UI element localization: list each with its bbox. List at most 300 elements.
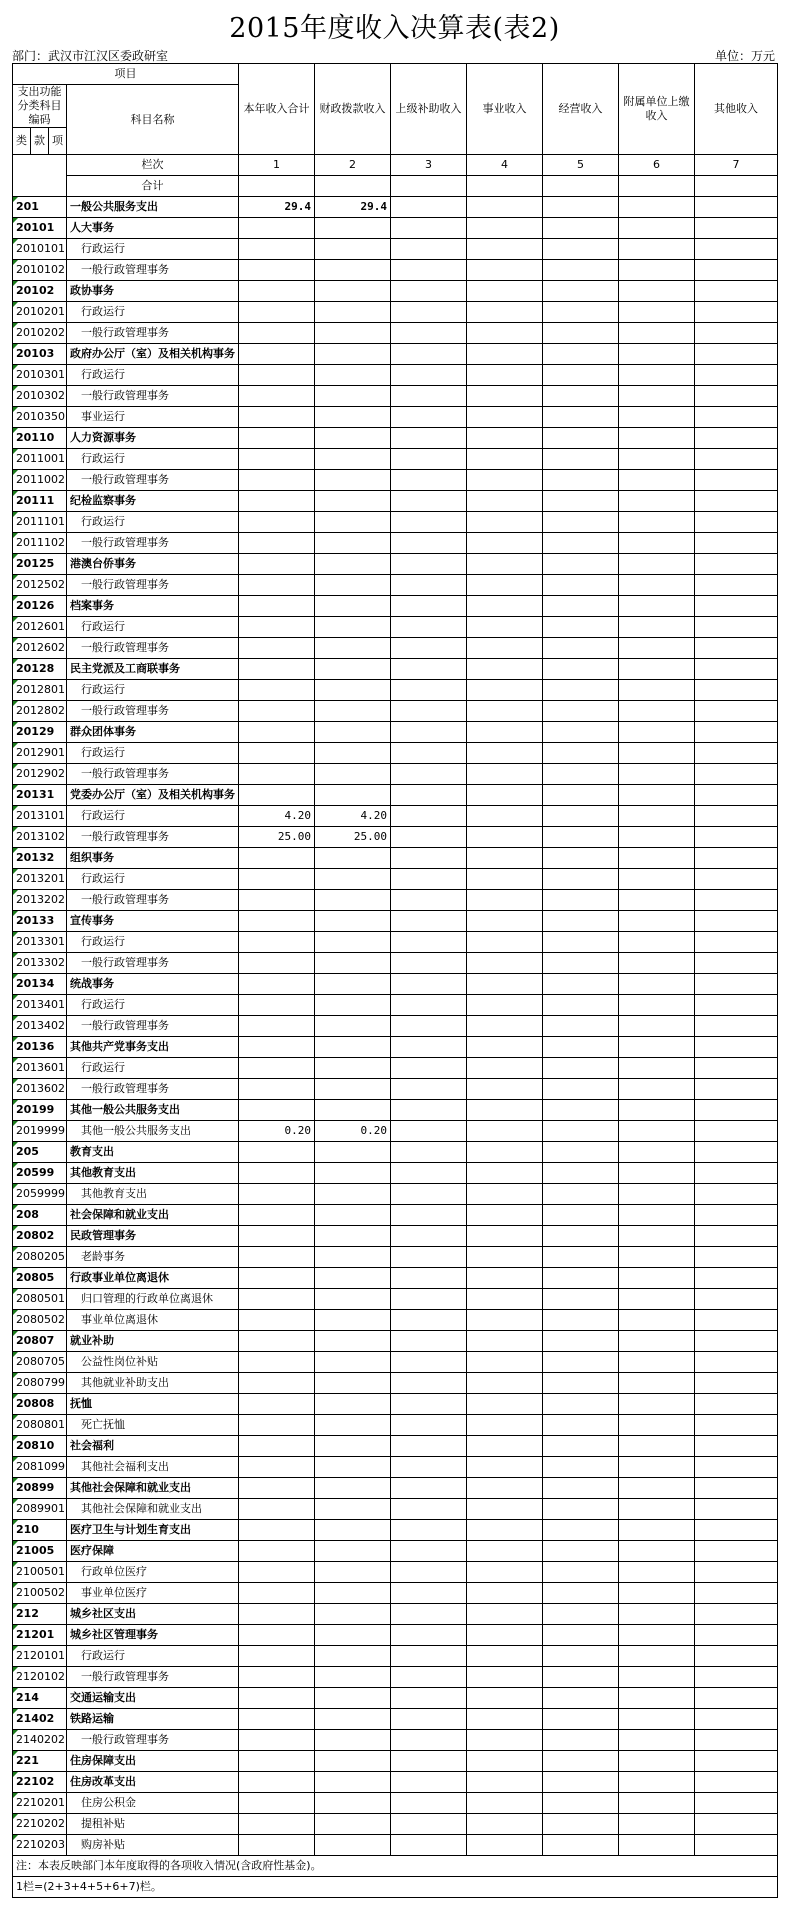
row-value-6 <box>619 764 695 785</box>
row-code: 2010302 <box>13 386 67 407</box>
row-value-4 <box>467 491 543 512</box>
table-row <box>13 554 778 575</box>
table-row <box>13 1079 778 1100</box>
row-value-2 <box>315 1730 391 1751</box>
table-row <box>13 1562 778 1583</box>
table-row <box>13 1667 778 1688</box>
row-value-4 <box>467 428 543 449</box>
row-value-2 <box>315 911 391 932</box>
row-value-2 <box>315 680 391 701</box>
lanci-label: 栏次 <box>67 155 239 176</box>
table-row <box>13 1268 778 1289</box>
row-value-1 <box>239 1268 315 1289</box>
row-value-5 <box>543 1310 619 1331</box>
row-value-3 <box>391 1205 467 1226</box>
row-value-1 <box>239 1604 315 1625</box>
row-value-5 <box>543 1730 619 1751</box>
row-value-3 <box>391 1058 467 1079</box>
table-row <box>13 911 778 932</box>
row-value-1 <box>239 932 315 953</box>
row-name: 一般行政管理事务 <box>67 827 239 848</box>
table-row <box>13 1688 778 1709</box>
row-value-7 <box>695 932 778 953</box>
row-name: 交通运输支出 <box>67 1688 239 1709</box>
row-value-3 <box>391 932 467 953</box>
row-code: 2012902 <box>13 764 67 785</box>
column-header-7: 其他收入 <box>695 64 778 155</box>
row-value-6 <box>619 890 695 911</box>
row-code: 2012901 <box>13 743 67 764</box>
row-name: 提租补贴 <box>67 1814 239 1835</box>
row-value-4 <box>467 323 543 344</box>
lei-label: 类 <box>13 128 31 155</box>
row-value-6 <box>619 1436 695 1457</box>
table-row <box>13 1436 778 1457</box>
row-code: 2210202 <box>13 1814 67 1835</box>
row-value-1 <box>239 1142 315 1163</box>
table-row <box>13 428 778 449</box>
row-name: 政协事务 <box>67 281 239 302</box>
row-value-6 <box>619 1163 695 1184</box>
table-row <box>13 1205 778 1226</box>
row-code: 2013601 <box>13 1058 67 1079</box>
row-value-4 <box>467 470 543 491</box>
row-value-2 <box>315 1226 391 1247</box>
row-value-3 <box>391 1751 467 1772</box>
row-value-5 <box>543 911 619 932</box>
row-value-7 <box>695 281 778 302</box>
code-label: 支出功能分类科目编码 <box>13 85 67 128</box>
row-value-4 <box>467 638 543 659</box>
row-value-1 <box>239 1037 315 1058</box>
row-code: 21402 <box>13 1709 67 1730</box>
row-name: 其他教育支出 <box>67 1163 239 1184</box>
row-value-4 <box>467 659 543 680</box>
table-row <box>13 1520 778 1541</box>
footnote: 1栏=(2+3+4+5+6+7)栏。 <box>13 1877 778 1898</box>
row-value-4 <box>467 1625 543 1646</box>
row-value-1 <box>239 512 315 533</box>
row-value-4 <box>467 1121 543 1142</box>
row-value-4 <box>467 1730 543 1751</box>
column-header-2: 财政拨款收入 <box>315 64 391 155</box>
row-value-6 <box>619 1100 695 1121</box>
table-row <box>13 575 778 596</box>
row-value-4 <box>467 1709 543 1730</box>
row-value-1 <box>239 722 315 743</box>
table-row <box>13 1352 778 1373</box>
row-value-7 <box>695 1457 778 1478</box>
row-code: 2089901 <box>13 1499 67 1520</box>
table-row <box>13 722 778 743</box>
row-value-6 <box>619 1016 695 1037</box>
row-name: 港澳台侨事务 <box>67 554 239 575</box>
row-value-1 <box>239 680 315 701</box>
row-code: 2210201 <box>13 1793 67 1814</box>
row-name: 民政管理事务 <box>67 1226 239 1247</box>
row-value-7 <box>695 1646 778 1667</box>
row-value-1 <box>239 617 315 638</box>
row-value-5 <box>543 428 619 449</box>
row-value-1 <box>239 1457 315 1478</box>
row-value-1 <box>239 659 315 680</box>
row-value-5 <box>543 953 619 974</box>
row-value-3 <box>391 1604 467 1625</box>
row-value-6 <box>619 932 695 953</box>
row-name: 一般行政管理事务 <box>67 953 239 974</box>
row-value-2 <box>315 785 391 806</box>
row-value-5 <box>543 764 619 785</box>
row-value-1 <box>239 596 315 617</box>
row-value-1 <box>239 365 315 386</box>
row-value-2 <box>315 953 391 974</box>
row-value-6 <box>619 785 695 806</box>
row-value-5 <box>543 218 619 239</box>
row-value-3 <box>391 491 467 512</box>
row-value-2 <box>315 1247 391 1268</box>
row-code: 20805 <box>13 1268 67 1289</box>
row-value-7 <box>695 365 778 386</box>
row-code: 2013101 <box>13 806 67 827</box>
table-row <box>13 1793 778 1814</box>
row-name: 教育支出 <box>67 1142 239 1163</box>
row-value-4 <box>467 386 543 407</box>
row-value-4 <box>467 1331 543 1352</box>
table-row <box>13 1814 778 1835</box>
row-value-5 <box>543 575 619 596</box>
table-row <box>13 1331 778 1352</box>
row-value-3 <box>391 1436 467 1457</box>
row-code: 2080205 <box>13 1247 67 1268</box>
row-value-7 <box>695 953 778 974</box>
row-name: 其他一般公共服务支出 <box>67 1121 239 1142</box>
row-code: 2010102 <box>13 260 67 281</box>
row-value-4 <box>467 617 543 638</box>
row-value-1 <box>239 1436 315 1457</box>
row-code: 20131 <box>13 785 67 806</box>
row-value-1 <box>239 1730 315 1751</box>
row-name: 行政运行 <box>67 449 239 470</box>
row-value-7 <box>695 1268 778 1289</box>
table-row <box>13 386 778 407</box>
row-code: 2080501 <box>13 1289 67 1310</box>
row-value-7 <box>695 974 778 995</box>
row-value-5 <box>543 260 619 281</box>
row-value-5 <box>543 848 619 869</box>
row-value-2 <box>315 743 391 764</box>
row-value-6 <box>619 1667 695 1688</box>
row-value-4 <box>467 806 543 827</box>
row-value-7 <box>695 1184 778 1205</box>
row-value-3 <box>391 680 467 701</box>
table-row <box>13 806 778 827</box>
table-row <box>13 1310 778 1331</box>
row-value-5 <box>543 1142 619 1163</box>
row-code: 20129 <box>13 722 67 743</box>
row-value-4 <box>467 1037 543 1058</box>
row-value-6 <box>619 1352 695 1373</box>
row-value-5 <box>543 344 619 365</box>
row-value-7 <box>695 1562 778 1583</box>
row-value-1 <box>239 1331 315 1352</box>
row-name: 民主党派及工商联事务 <box>67 659 239 680</box>
row-name: 事业运行 <box>67 407 239 428</box>
row-value-7 <box>695 323 778 344</box>
row-value-5 <box>543 701 619 722</box>
row-value-3 <box>391 1709 467 1730</box>
row-value-6 <box>619 1058 695 1079</box>
row-value-1 <box>239 1058 315 1079</box>
row-value-4 <box>467 1289 543 1310</box>
row-value-5 <box>543 1520 619 1541</box>
row-code: 2013401 <box>13 995 67 1016</box>
row-value-2 <box>315 1583 391 1604</box>
row-value-3 <box>391 1121 467 1142</box>
row-name: 一般行政管理事务 <box>67 1016 239 1037</box>
income-table <box>12 63 778 1898</box>
row-value-7 <box>695 1583 778 1604</box>
table-row <box>13 1142 778 1163</box>
row-name: 行政运行 <box>67 365 239 386</box>
row-value-1 <box>239 1352 315 1373</box>
table-row <box>13 890 778 911</box>
row-value-1 <box>239 1499 315 1520</box>
row-value-2 <box>315 449 391 470</box>
row-value-5 <box>543 1289 619 1310</box>
row-value-6 <box>619 1415 695 1436</box>
table-row <box>13 1730 778 1751</box>
row-value-1 <box>239 1373 315 1394</box>
row-name: 其他一般公共服务支出 <box>67 1100 239 1121</box>
row-value-4 <box>467 722 543 743</box>
row-name: 社会福利 <box>67 1436 239 1457</box>
row-value-6 <box>619 1709 695 1730</box>
row-value-3 <box>391 1331 467 1352</box>
row-name: 就业补助 <box>67 1331 239 1352</box>
row-value-3 <box>391 1373 467 1394</box>
row-value-3 <box>391 890 467 911</box>
row-value-2 <box>315 1835 391 1856</box>
row-name: 抚恤 <box>67 1394 239 1415</box>
row-value-1 <box>239 1541 315 1562</box>
row-value-2 <box>315 575 391 596</box>
row-value-1 <box>239 1835 315 1856</box>
table-row <box>13 1121 778 1142</box>
row-value-2 <box>315 848 391 869</box>
row-code: 20133 <box>13 911 67 932</box>
row-value-5 <box>543 533 619 554</box>
row-value-7 <box>695 1667 778 1688</box>
row-value-1 <box>239 386 315 407</box>
row-value-1 <box>239 218 315 239</box>
row-value-4 <box>467 239 543 260</box>
row-code: 21201 <box>13 1625 67 1646</box>
row-value-5 <box>543 1331 619 1352</box>
row-value-7 <box>695 1520 778 1541</box>
row-value-5 <box>543 470 619 491</box>
row-value-3 <box>391 1016 467 1037</box>
table-row <box>13 533 778 554</box>
row-code: 2011002 <box>13 470 67 491</box>
row-value-6 <box>619 260 695 281</box>
row-value-5 <box>543 365 619 386</box>
row-name: 一般行政管理事务 <box>67 386 239 407</box>
row-value-5 <box>543 1268 619 1289</box>
row-name: 购房补贴 <box>67 1835 239 1856</box>
row-value-2 <box>315 932 391 953</box>
row-value-2 <box>315 1079 391 1100</box>
table-row <box>13 1625 778 1646</box>
row-value-4 <box>467 365 543 386</box>
table-row <box>13 1478 778 1499</box>
row-value-5 <box>543 302 619 323</box>
row-value-5 <box>543 1667 619 1688</box>
row-code: 2012602 <box>13 638 67 659</box>
row-value-6 <box>619 302 695 323</box>
row-code: 201 <box>13 197 67 218</box>
table-row <box>13 743 778 764</box>
row-value-6 <box>619 281 695 302</box>
row-code: 22102 <box>13 1772 67 1793</box>
row-value-5 <box>543 554 619 575</box>
table-row <box>13 239 778 260</box>
row-value-7 <box>695 785 778 806</box>
row-value-3 <box>391 617 467 638</box>
row-value-6 <box>619 491 695 512</box>
row-value-1 <box>239 1163 315 1184</box>
row-value-3 <box>391 743 467 764</box>
row-code: 2140202 <box>13 1730 67 1751</box>
row-value-6 <box>619 1079 695 1100</box>
row-value-2 <box>315 344 391 365</box>
row-value-4 <box>467 1520 543 1541</box>
row-value-7 <box>695 659 778 680</box>
row-name: 其他教育支出 <box>67 1184 239 1205</box>
table-row <box>13 1184 778 1205</box>
row-value-1 <box>239 1625 315 1646</box>
row-value-6 <box>619 365 695 386</box>
row-value-2 <box>315 1205 391 1226</box>
row-value-1 <box>239 1814 315 1835</box>
row-value-2 <box>315 1604 391 1625</box>
row-name: 行政运行 <box>67 995 239 1016</box>
row-value-7 <box>695 533 778 554</box>
row-value-6 <box>619 470 695 491</box>
row-value-6 <box>619 743 695 764</box>
row-value-6 <box>619 1247 695 1268</box>
table-row <box>13 1835 778 1856</box>
row-value-7 <box>695 197 778 218</box>
row-value-5 <box>543 1037 619 1058</box>
row-code: 2013102 <box>13 827 67 848</box>
row-value-4 <box>467 407 543 428</box>
heji-label: 合计 <box>67 176 239 197</box>
row-value-6 <box>619 218 695 239</box>
row-value-4 <box>467 575 543 596</box>
row-value-1 <box>239 1394 315 1415</box>
row-value-6 <box>619 1373 695 1394</box>
row-value-6 <box>619 1184 695 1205</box>
row-value-5 <box>543 659 619 680</box>
row-code: 2059999 <box>13 1184 67 1205</box>
row-code: 21005 <box>13 1541 67 1562</box>
xiang-label: 项 <box>49 128 67 155</box>
row-value-7 <box>695 1058 778 1079</box>
row-name: 一般行政管理事务 <box>67 890 239 911</box>
row-value-4 <box>467 218 543 239</box>
row-name: 行政运行 <box>67 743 239 764</box>
row-value-7 <box>695 680 778 701</box>
row-name: 一般行政管理事务 <box>67 575 239 596</box>
table-row <box>13 659 778 680</box>
row-name: 一般行政管理事务 <box>67 323 239 344</box>
name-label: 科目名称 <box>67 85 239 155</box>
row-code: 2010202 <box>13 323 67 344</box>
row-value-5 <box>543 1457 619 1478</box>
row-name: 档案事务 <box>67 596 239 617</box>
row-value-4 <box>467 848 543 869</box>
table-row <box>13 365 778 386</box>
row-value-1 <box>239 974 315 995</box>
row-value-1 <box>239 1289 315 1310</box>
row-value-2: 0.20 <box>315 1121 391 1142</box>
column-number-1: 1 <box>239 155 315 176</box>
row-value-5 <box>543 827 619 848</box>
row-name: 行政运行 <box>67 617 239 638</box>
row-value-3 <box>391 323 467 344</box>
row-name: 行政单位医疗 <box>67 1562 239 1583</box>
row-value-6 <box>619 1814 695 1835</box>
row-value-3 <box>391 1226 467 1247</box>
row-value-3 <box>391 344 467 365</box>
row-value-6 <box>619 1121 695 1142</box>
row-value-7 <box>695 1625 778 1646</box>
table-row <box>13 1163 778 1184</box>
row-value-6 <box>619 869 695 890</box>
row-code: 214 <box>13 1688 67 1709</box>
row-value-4 <box>467 281 543 302</box>
row-value-1 <box>239 1184 315 1205</box>
row-value-1 <box>239 1667 315 1688</box>
row-value-3 <box>391 701 467 722</box>
row-value-4 <box>467 869 543 890</box>
row-value-7 <box>695 1709 778 1730</box>
row-value-4 <box>467 1688 543 1709</box>
row-value-3 <box>391 218 467 239</box>
row-value-7 <box>695 470 778 491</box>
row-value-2 <box>315 1457 391 1478</box>
row-value-5 <box>543 1226 619 1247</box>
row-value-5 <box>543 1835 619 1856</box>
kuan-label: 款 <box>31 128 49 155</box>
table-row <box>13 281 778 302</box>
row-name: 事业单位医疗 <box>67 1583 239 1604</box>
row-code: 2080502 <box>13 1310 67 1331</box>
row-value-4 <box>467 1352 543 1373</box>
row-value-6 <box>619 1835 695 1856</box>
row-code: 2010201 <box>13 302 67 323</box>
row-value-2 <box>315 1814 391 1835</box>
report-title: 2015年度收入决算表(表2) <box>229 13 560 44</box>
row-value-1 <box>239 1772 315 1793</box>
row-value-3 <box>391 575 467 596</box>
row-name: 人大事务 <box>67 218 239 239</box>
row-value-2 <box>315 638 391 659</box>
row-value-6 <box>619 848 695 869</box>
row-value-4 <box>467 1541 543 1562</box>
row-value-6 <box>619 554 695 575</box>
row-value-3 <box>391 449 467 470</box>
